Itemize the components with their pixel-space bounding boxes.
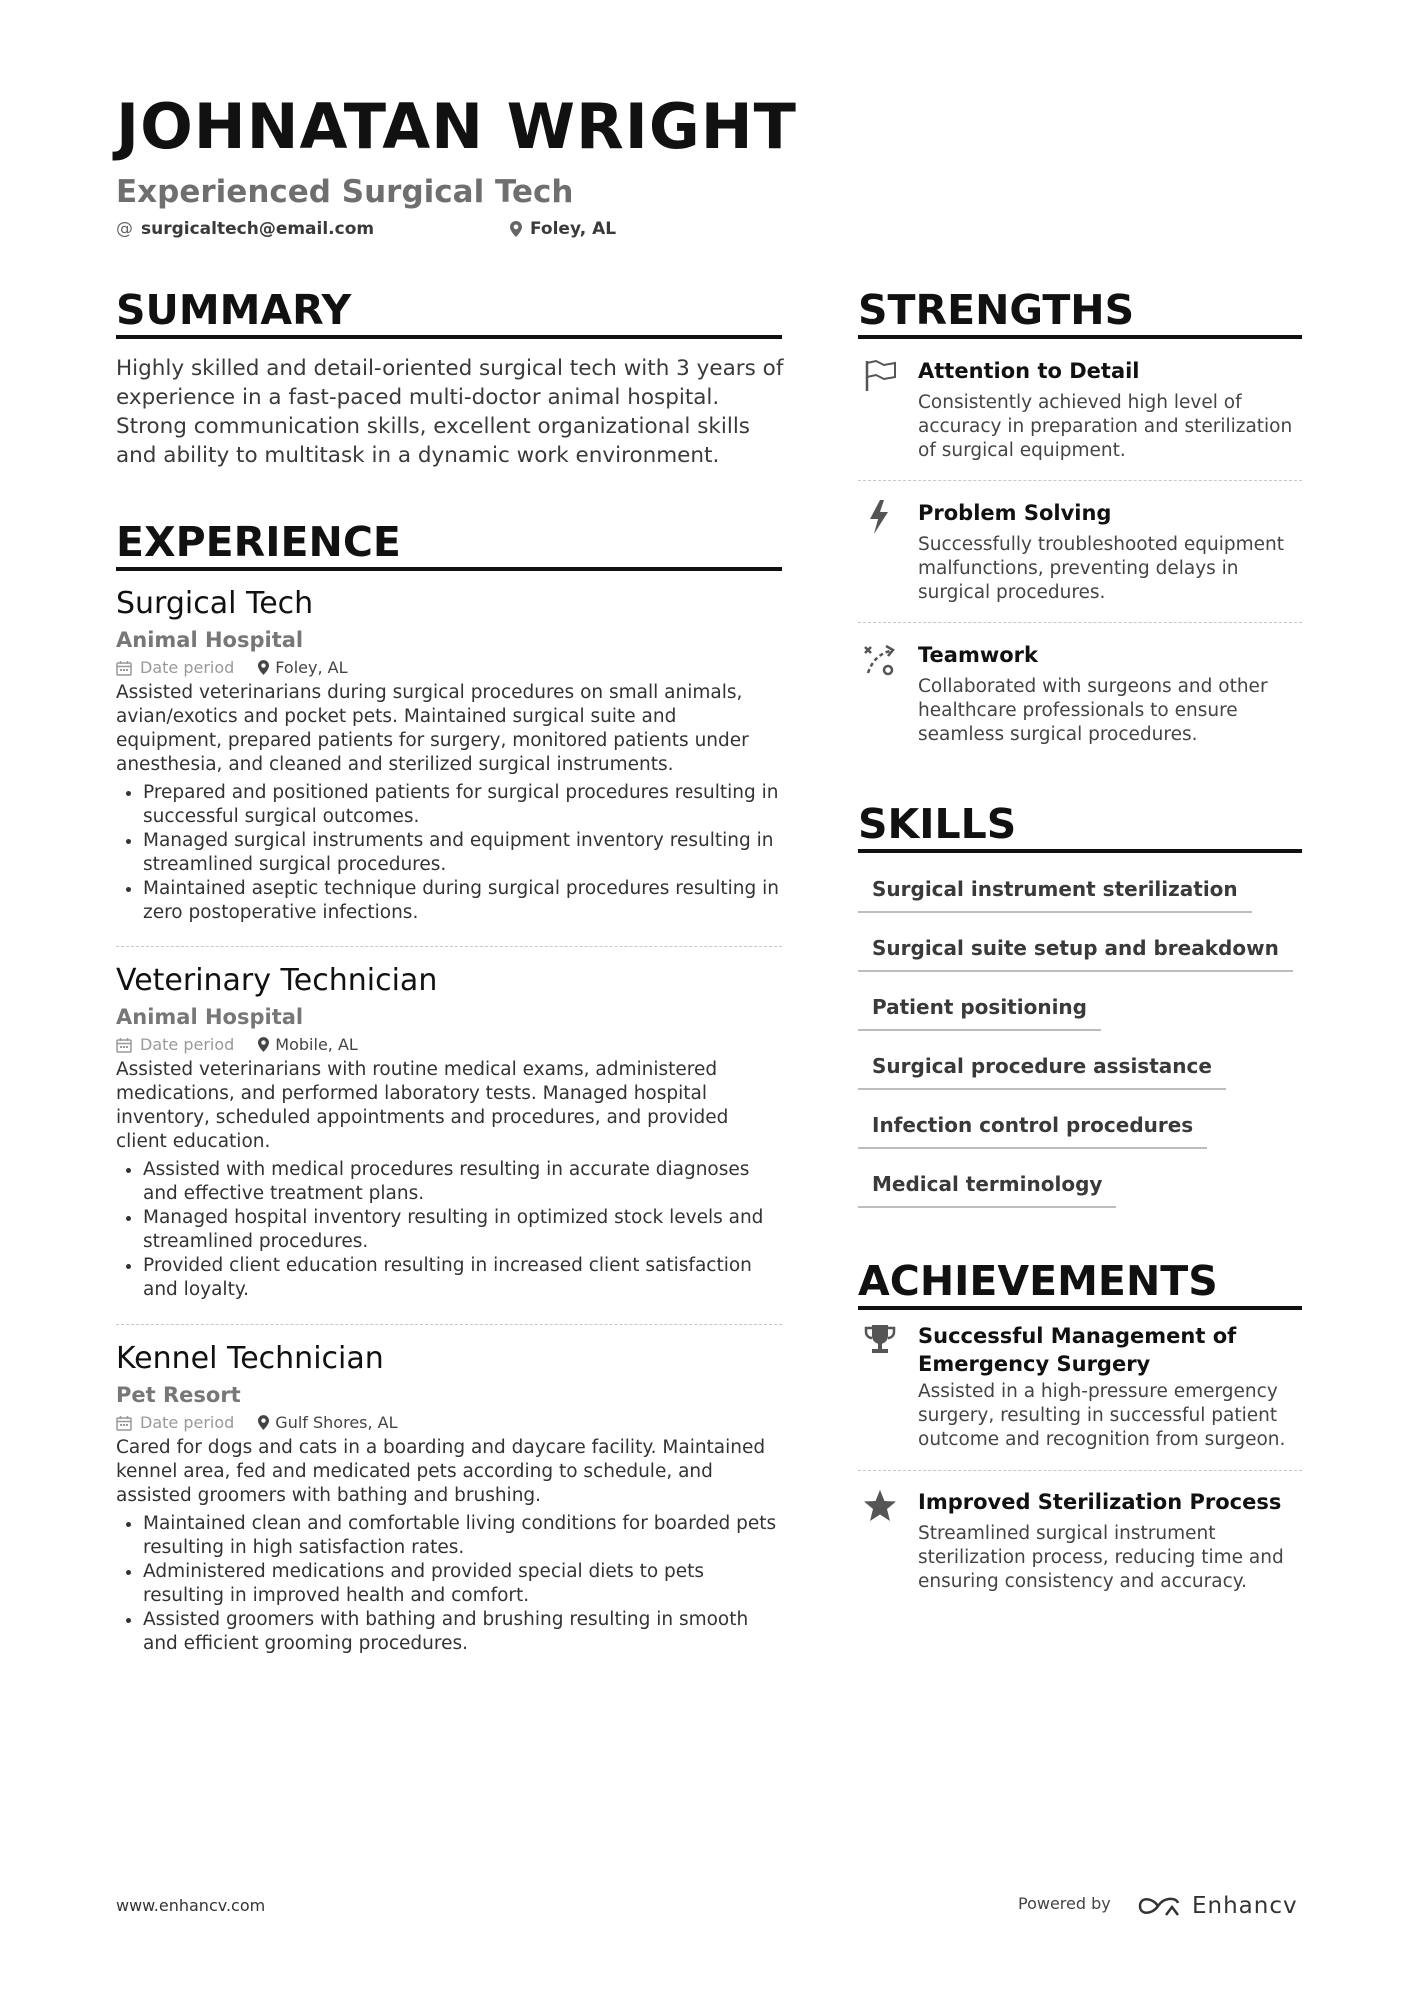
strength-title: Teamwork bbox=[918, 643, 1038, 667]
skill-tag: Surgical suite setup and breakdown bbox=[858, 936, 1293, 972]
job-location-text: Foley, AL bbox=[275, 658, 348, 677]
job-meta bbox=[116, 1035, 782, 1054]
job-bullets bbox=[116, 1158, 782, 1302]
enhancv-logo-icon bbox=[1136, 1895, 1182, 1917]
job-bullet: • Maintained aseptic technique during surgical procedures resulting in zero postoperative infections. bbox=[143, 877, 782, 925]
contact-email[interactable] bbox=[116, 219, 374, 239]
job-divider bbox=[116, 1324, 782, 1325]
job-date bbox=[116, 1035, 234, 1054]
experience-heading: EXPERIENCE bbox=[116, 518, 401, 566]
email-text: surgicaltech@email.com bbox=[141, 219, 375, 239]
experience-rule bbox=[116, 567, 782, 571]
strength-item bbox=[862, 357, 1302, 463]
strength-item bbox=[862, 499, 1302, 605]
strengths-rule bbox=[858, 335, 1302, 339]
job-bullets bbox=[116, 1512, 782, 1656]
tactics-icon bbox=[862, 641, 898, 677]
achievements-heading: ACHIEVEMENTS bbox=[858, 1257, 1218, 1305]
achievement-item bbox=[862, 1488, 1302, 1594]
strength-text: Successfully troubleshooted equipment malfunctions, preventing delays in surgical procedures. bbox=[918, 534, 1284, 603]
enhancv-logo[interactable] bbox=[1136, 1893, 1298, 1919]
job-bullet: • Maintained clean and comfortable living conditions for boarded pets resulting in high satisfaction rates. bbox=[143, 1512, 782, 1560]
calendar-icon bbox=[116, 1415, 132, 1431]
location-pin-icon bbox=[258, 1415, 269, 1430]
job-bullets bbox=[116, 781, 782, 925]
trophy-icon bbox=[862, 1322, 898, 1358]
job-organization: Pet Resort bbox=[116, 1383, 241, 1407]
job-bullet: • Prepared and positioned patients for surgical procedures resulting in successful surgical outcomes. bbox=[143, 781, 782, 829]
job-organization: Animal Hospital bbox=[116, 1005, 304, 1029]
job-date bbox=[116, 658, 234, 677]
job-bullet: • Assisted groomers with bathing and brushing resulting in smooth and efficient grooming procedures. bbox=[143, 1608, 782, 1656]
summary-text: Highly skilled and detail-oriented surgical tech with 3 years of experience in a fast-paced multi-doctor animal hospital. Strong communication skills, excellent organizational skills and ability to multitask in a dynamic work environment. bbox=[116, 356, 784, 468]
skills-heading: SKILLS bbox=[858, 800, 1017, 848]
candidate-title: Experienced Surgical Tech bbox=[116, 174, 574, 210]
job-bullet: • Provided client education resulting in increased client satisfaction and loyalty. bbox=[143, 1254, 782, 1302]
job-date bbox=[116, 1413, 234, 1432]
job-meta bbox=[116, 1413, 782, 1432]
achievement-text: Streamlined surgical instrument sterilization process, reducing time and ensuring consistency and accuracy. bbox=[918, 1523, 1284, 1592]
location-pin-icon bbox=[258, 1037, 269, 1052]
achievement-title: Successful Management of Emergency Surgery bbox=[918, 1324, 1237, 1376]
skill-tag: Surgical instrument sterilization bbox=[858, 877, 1252, 913]
job-role: Kennel Technician bbox=[116, 1341, 384, 1376]
location-pin-icon bbox=[258, 660, 269, 675]
job-role: Surgical Tech bbox=[116, 586, 314, 621]
strength-text: Collaborated with surgeons and other healthcare professionals to ensure seamless surgical procedures. bbox=[918, 676, 1268, 745]
strength-title: Attention to Detail bbox=[918, 359, 1140, 383]
location-text: Foley, AL bbox=[530, 219, 617, 239]
job-organization: Animal Hospital bbox=[116, 628, 304, 652]
achievement-item bbox=[862, 1322, 1302, 1452]
contact-location bbox=[510, 219, 616, 239]
job-location-text: Mobile, AL bbox=[275, 1035, 358, 1054]
skill-tag: Patient positioning bbox=[858, 995, 1101, 1031]
job-location-text: Gulf Shores, AL bbox=[275, 1413, 398, 1432]
job-location bbox=[258, 1413, 397, 1432]
skills-rule bbox=[858, 849, 1302, 853]
job-description: Assisted veterinarians with routine medical exams, administered medications, and performed laboratory tests. Managed hospital inventory, scheduled appointments and procedures, and provided client education. bbox=[116, 1059, 729, 1152]
calendar-icon bbox=[116, 1037, 132, 1053]
enhancv-logo-text: Enhancv bbox=[1192, 1893, 1298, 1919]
job-location bbox=[258, 1035, 358, 1054]
job-description: Assisted veterinarians during surgical procedures on small animals, avian/exotics and pocket pets. Maintained surgical suite and equipment, prepared patients for surgery, monitored patients under anesthesia, and cleaned and sterilized surgical instruments. bbox=[116, 682, 749, 775]
strength-divider bbox=[858, 480, 1302, 481]
footer-powered-by: Powered by bbox=[1018, 1894, 1111, 1913]
strengths-heading: STRENGTHS bbox=[858, 286, 1135, 334]
achievement-text: Assisted in a high-pressure emergency surgery, resulting in successful patient outcome and recognition from surgeon. bbox=[918, 1381, 1286, 1450]
job-bullet: • Administered medications and provided special diets to pets resulting in improved health and comfort. bbox=[143, 1560, 782, 1608]
job-bullet: • Managed surgical instruments and equipment inventory resulting in streamlined surgical procedures. bbox=[143, 829, 782, 877]
job-role: Veterinary Technician bbox=[116, 963, 438, 998]
strength-title: Problem Solving bbox=[918, 501, 1112, 525]
job-date-text: Date period bbox=[140, 658, 235, 677]
skill-tag: Surgical procedure assistance bbox=[858, 1054, 1226, 1090]
job-entry bbox=[116, 1341, 782, 1656]
job-date-text: Date period bbox=[140, 1035, 235, 1054]
calendar-icon bbox=[116, 660, 132, 676]
skill-tag: Infection control procedures bbox=[858, 1113, 1207, 1149]
candidate-name: JOHNATAN WRIGHT bbox=[116, 90, 797, 163]
job-divider bbox=[116, 946, 782, 947]
achievement-title: Improved Sterilization Process bbox=[918, 1490, 1282, 1514]
lightning-icon bbox=[862, 499, 898, 535]
job-bullet: • Managed hospital inventory resulting in optimized stock levels and streamlined procedures. bbox=[143, 1206, 782, 1254]
star-icon bbox=[862, 1488, 898, 1524]
job-bullet: • Assisted with medical procedures resulting in accurate diagnoses and effective treatment plans. bbox=[143, 1158, 782, 1206]
strength-divider bbox=[858, 622, 1302, 623]
achievements-rule bbox=[858, 1306, 1302, 1310]
footer-website[interactable]: www.enhancv.com bbox=[116, 1896, 266, 1915]
job-date-text: Date period bbox=[140, 1413, 235, 1432]
skill-tag: Medical terminology bbox=[858, 1172, 1116, 1208]
location-pin-icon bbox=[510, 221, 522, 237]
flag-icon bbox=[862, 357, 898, 393]
achievement-divider bbox=[858, 1470, 1302, 1471]
summary-heading: SUMMARY bbox=[116, 286, 352, 334]
job-location bbox=[258, 658, 347, 677]
strength-item bbox=[862, 641, 1302, 747]
at-icon: @ bbox=[116, 219, 133, 239]
job-entry bbox=[116, 586, 782, 925]
summary-rule bbox=[116, 335, 782, 339]
strength-text: Consistently achieved high level of accuracy in preparation and sterilization of surgical equipment. bbox=[918, 392, 1293, 461]
job-entry bbox=[116, 963, 782, 1302]
job-meta bbox=[116, 658, 782, 677]
job-description: Cared for dogs and cats in a boarding and daycare facility. Maintained kennel area, fed and medicated pets according to schedule, and assisted groomers with bathing and brushing. bbox=[116, 1437, 766, 1506]
